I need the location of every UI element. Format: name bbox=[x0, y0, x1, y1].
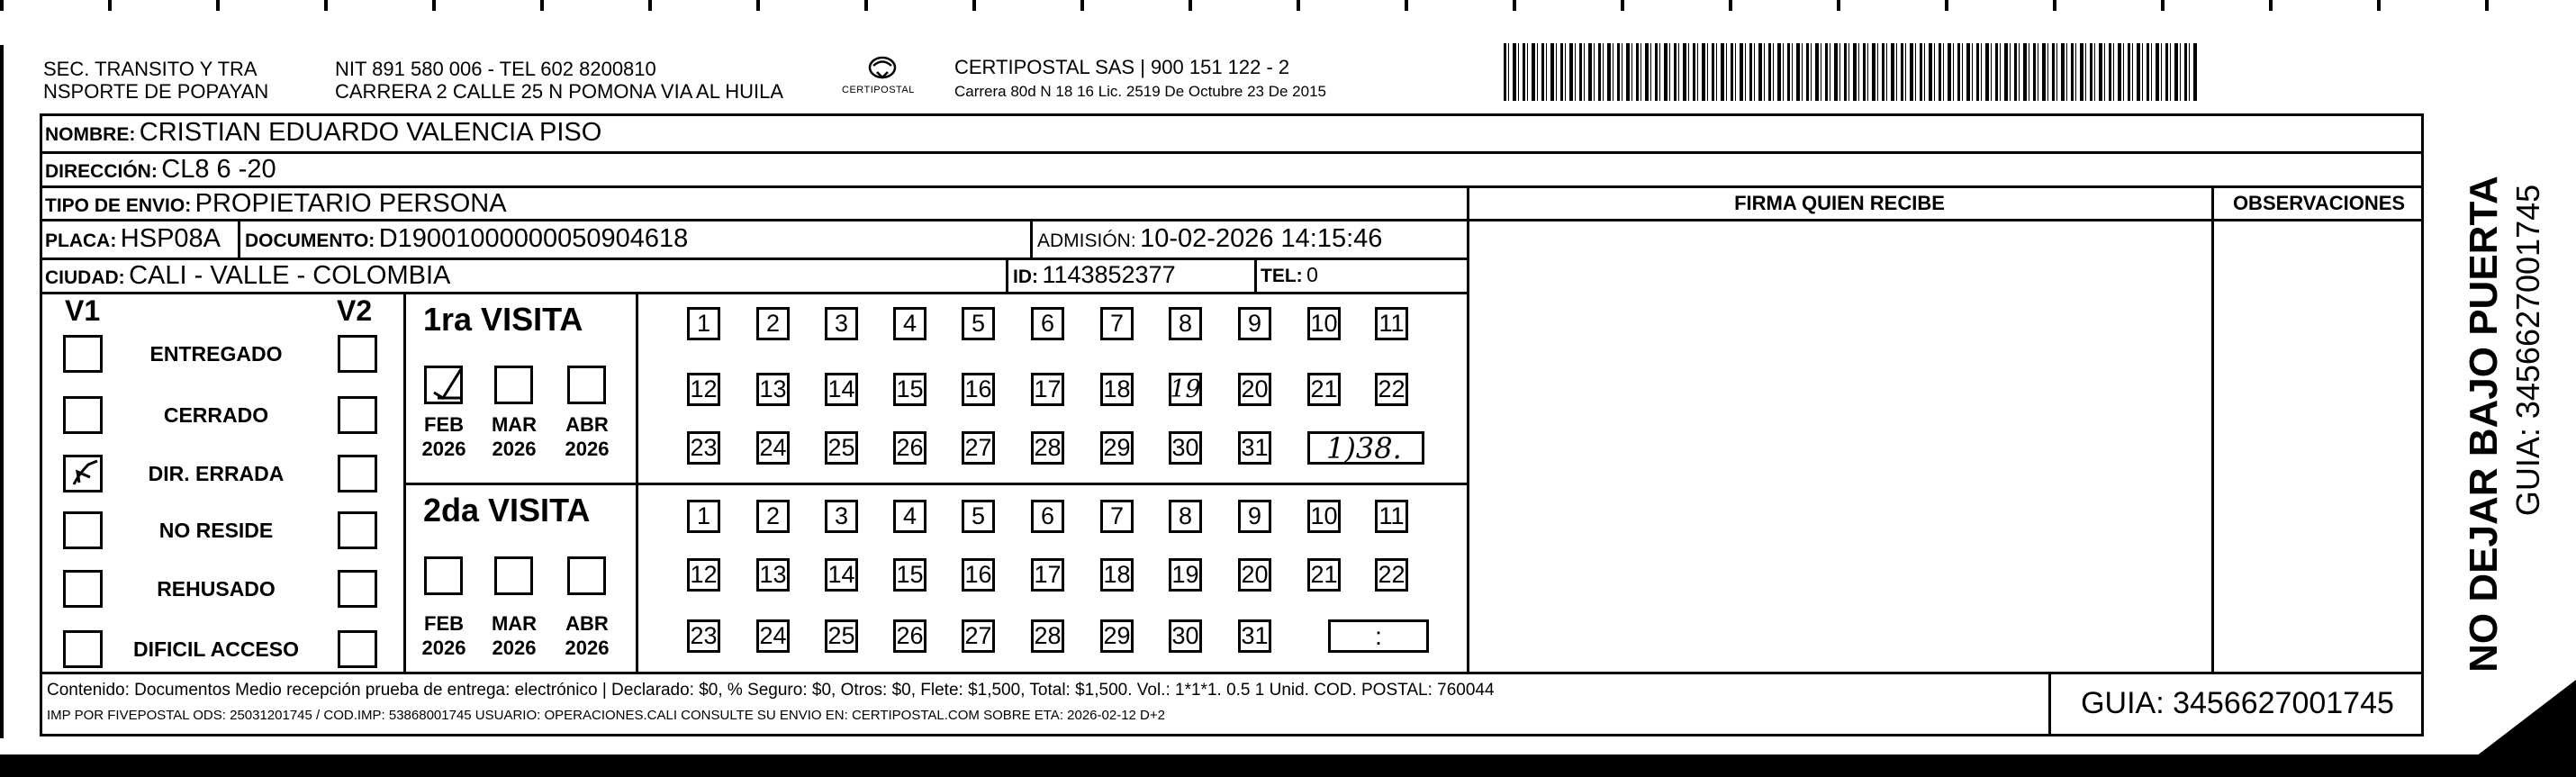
first-day-box[interactable]: 23 bbox=[687, 431, 720, 465]
v1-checkbox[interactable] bbox=[63, 511, 103, 549]
second-day-box[interactable]: 9 bbox=[1238, 500, 1271, 533]
placa-label: PLACA: bbox=[45, 230, 117, 251]
first-day-box[interactable]: 4 bbox=[893, 307, 926, 340]
second-day-box[interactable]: 19 bbox=[1169, 558, 1202, 592]
v1-checkbox[interactable] bbox=[63, 630, 103, 668]
first-day-box[interactable]: 5 bbox=[962, 307, 995, 340]
second-day-box[interactable]: 5 bbox=[962, 500, 995, 533]
second-day-box[interactable]: 21 bbox=[1307, 558, 1341, 592]
second-day-box[interactable]: 18 bbox=[1100, 558, 1134, 592]
guia-box: GUIA: 3456627001745 bbox=[2081, 686, 2394, 720]
rule-v-id bbox=[1006, 257, 1008, 292]
carrier-address: Carrera 80d N 18 16 Lic. 2519 De Octubre 23 De 2015 bbox=[954, 83, 1326, 100]
status-label: CERRADO bbox=[163, 403, 269, 427]
first-day-box[interactable]: 25 bbox=[825, 431, 858, 465]
second-day-box[interactable]: 8 bbox=[1169, 500, 1202, 533]
admision-value: 10-02-2026 14:15:46 bbox=[1140, 224, 1383, 253]
tel-row bbox=[1261, 263, 1318, 287]
v1-checkbox[interactable] bbox=[63, 335, 103, 373]
footer-print-line: IMP POR FIVEPOSTAL ODS: 25031201745 / COD.IMP: 53868001745 USUARIO: OPERACIONES.CALI CONSULTE SU ENVIO EN: CERTIPOSTAL.COM SOBRE ETA: 2026-02-12 D+2 bbox=[47, 708, 1165, 723]
direccion-row bbox=[45, 155, 276, 185]
rule-h5 bbox=[40, 292, 1467, 294]
first-month-year: 2026 bbox=[565, 438, 610, 460]
agency-line1: SEC. TRANSITO Y TRA bbox=[43, 58, 258, 80]
v2-header: V2 bbox=[337, 294, 373, 327]
perforation-top bbox=[0, 0, 2576, 11]
rule-v-guia bbox=[2048, 672, 2051, 736]
second-day-box[interactable]: 3 bbox=[825, 500, 858, 533]
logo-text: CERTIPOSTAL bbox=[842, 85, 915, 95]
nombre-label: NOMBRE: bbox=[45, 124, 136, 145]
rule-h3 bbox=[40, 219, 1467, 221]
tel-label: TEL: bbox=[1261, 266, 1303, 286]
first-day-box[interactable]: 10 bbox=[1307, 307, 1341, 340]
no-dejar-warning: NO DEJAR BAJO PUERTA bbox=[2462, 176, 2506, 673]
first-day-box[interactable]: 13 bbox=[756, 373, 790, 406]
second-day-box[interactable]: 23 bbox=[687, 619, 720, 653]
left-edge bbox=[0, 45, 4, 738]
first-day-box[interactable]: 21 bbox=[1307, 373, 1341, 406]
ciudad-label: CIUDAD: bbox=[45, 267, 125, 288]
rule-h-visits bbox=[403, 483, 1467, 485]
rule-v-admision bbox=[1030, 219, 1033, 257]
rule-h2 bbox=[40, 185, 2424, 188]
v2-checkbox[interactable] bbox=[338, 570, 377, 608]
second-day-box[interactable]: 24 bbox=[756, 619, 790, 653]
second-day-box[interactable]: 13 bbox=[756, 558, 790, 592]
rule-v-placa bbox=[238, 219, 240, 257]
status-label: NO RESIDE bbox=[158, 519, 274, 542]
first-day-box[interactable]: 2 bbox=[756, 307, 790, 340]
first-day-box[interactable]: 26 bbox=[893, 431, 926, 465]
first-day-box[interactable]: 11 bbox=[1375, 307, 1408, 340]
first-month-label: FEB bbox=[424, 413, 464, 436]
second-month-year: 2026 bbox=[492, 637, 537, 659]
direccion-value: CL8 6 -20 bbox=[161, 155, 276, 184]
first-day-box[interactable]: 31 bbox=[1238, 431, 1271, 465]
ciudad-row bbox=[45, 261, 450, 291]
second-day-box[interactable]: 6 bbox=[1031, 500, 1064, 533]
second-day-box[interactable]: 4 bbox=[893, 500, 926, 533]
first-day-box[interactable]: 3 bbox=[825, 307, 858, 340]
ciudad-value: CALI - VALLE - COLOMBIA bbox=[129, 261, 451, 290]
certipostal-logo bbox=[842, 54, 923, 108]
v2-checkbox[interactable] bbox=[338, 335, 377, 373]
first-day-box[interactable]: 18 bbox=[1100, 373, 1134, 406]
rule-v-months bbox=[636, 292, 638, 672]
barcode bbox=[1504, 43, 2197, 101]
placa-value: HSP08A bbox=[120, 224, 221, 253]
first-visit-title: 1ra VISITA bbox=[423, 301, 583, 338]
v1-header: V1 bbox=[65, 294, 101, 327]
first-day-box[interactable]: 28 bbox=[1031, 431, 1064, 465]
first-day-box[interactable]: 12 bbox=[687, 373, 720, 406]
rule-v-obs bbox=[2211, 185, 2214, 672]
second-day-box[interactable]: 11 bbox=[1375, 500, 1408, 533]
second-day-box[interactable]: 28 bbox=[1031, 619, 1064, 653]
second-day-box[interactable]: 14 bbox=[825, 558, 858, 592]
first-day-box[interactable]: 14 bbox=[825, 373, 858, 406]
admision-row bbox=[1037, 224, 1382, 254]
first-day-box[interactable]: 30 bbox=[1169, 431, 1202, 465]
admision-label: ADMISIÓN: bbox=[1037, 230, 1136, 251]
first-month-year: 2026 bbox=[421, 438, 466, 460]
first-day-box[interactable]: 15 bbox=[893, 373, 926, 406]
second-day-box[interactable]: 17 bbox=[1031, 558, 1064, 592]
status-label: DIFICIL ACCESO bbox=[132, 637, 299, 661]
documento-value: D19001000000050904618 bbox=[378, 224, 689, 253]
second-day-box[interactable]: 22 bbox=[1375, 558, 1408, 592]
v2-checkbox[interactable] bbox=[338, 511, 377, 549]
v2-checkbox[interactable] bbox=[338, 455, 377, 492]
second-day-box[interactable]: 26 bbox=[893, 619, 926, 653]
first-month-label: MAR bbox=[491, 413, 538, 436]
first-day-box[interactable]: 6 bbox=[1031, 307, 1064, 340]
tipo-value: PROPIETARIO PERSONA bbox=[194, 189, 507, 218]
address-line: CARRERA 2 CALLE 25 N POMONA VIA AL HUILA bbox=[335, 80, 784, 103]
rule-h1 bbox=[40, 151, 2424, 154]
first-day-box[interactable]: 16 bbox=[962, 373, 995, 406]
direccion-label: DIRECCIÓN: bbox=[45, 161, 158, 182]
documento-row bbox=[245, 224, 688, 254]
second-month-box[interactable] bbox=[424, 556, 463, 595]
status-label: ENTREGADO bbox=[149, 342, 283, 366]
documento-label: DOCUMENTO: bbox=[245, 230, 375, 251]
rule-v-firma bbox=[1467, 185, 1469, 672]
second-day-box[interactable]: 30 bbox=[1169, 619, 1202, 653]
id-label: ID: bbox=[1013, 267, 1038, 287]
first-month-label: ABR bbox=[565, 413, 609, 436]
rule-v-tel bbox=[1254, 257, 1257, 292]
observaciones-header: OBSERVACIONES bbox=[2232, 192, 2406, 214]
first-day-box[interactable]: 8 bbox=[1169, 307, 1202, 340]
first-day-box[interactable]: 29 bbox=[1100, 431, 1134, 465]
second-day-box[interactable]: 1 bbox=[687, 500, 720, 533]
first-month-year: 2026 bbox=[492, 438, 537, 460]
rule-h3b bbox=[1467, 219, 2424, 221]
second-day-box[interactable]: 7 bbox=[1100, 500, 1134, 533]
side-guia: GUIA: 3456627001745 bbox=[2509, 184, 2546, 517]
first-day-box[interactable]: 19 bbox=[1169, 373, 1202, 406]
second-day-box[interactable]: 20 bbox=[1238, 558, 1271, 592]
first-time-box[interactable]: 1)38. bbox=[1307, 431, 1424, 465]
second-month-year: 2026 bbox=[565, 637, 610, 659]
rule-v-status bbox=[403, 292, 406, 672]
second-month-box[interactable] bbox=[567, 556, 606, 595]
id-row bbox=[1013, 261, 1176, 289]
v2-checkbox[interactable] bbox=[338, 396, 377, 434]
nombre-row bbox=[45, 118, 601, 148]
first-day-box[interactable]: 17 bbox=[1031, 373, 1064, 406]
second-day-box[interactable]: 25 bbox=[825, 619, 858, 653]
second-day-box[interactable]: 10 bbox=[1307, 500, 1341, 533]
status-label: REHUSADO bbox=[157, 577, 276, 601]
second-month-box[interactable] bbox=[494, 556, 533, 595]
second-day-box[interactable]: 2 bbox=[756, 500, 790, 533]
second-day-box[interactable]: 15 bbox=[893, 558, 926, 592]
rule-footer bbox=[40, 672, 2424, 674]
second-day-box[interactable]: 27 bbox=[962, 619, 995, 653]
placa-row bbox=[45, 224, 221, 254]
nombre-value: CRISTIAN EDUARDO VALENCIA PISO bbox=[139, 118, 602, 147]
second-time-box[interactable]: : bbox=[1328, 619, 1429, 653]
tipo-label: TIPO DE ENVIO: bbox=[45, 195, 192, 216]
first-day-box[interactable]: 22 bbox=[1375, 373, 1408, 406]
first-day-box[interactable]: 27 bbox=[962, 431, 995, 465]
v1-check-mark bbox=[70, 457, 103, 494]
second-day-box[interactable]: 31 bbox=[1238, 619, 1271, 653]
firma-header: FIRMA QUIEN RECIBE bbox=[1734, 192, 1945, 214]
second-month-label: MAR bbox=[491, 612, 538, 635]
carrier-name: CERTIPOSTAL SAS | 900 151 122 - 2 bbox=[954, 56, 1290, 78]
second-month-label: ABR bbox=[565, 612, 609, 635]
first-day-box[interactable]: 9 bbox=[1238, 307, 1271, 340]
second-day-box[interactable]: 16 bbox=[962, 558, 995, 592]
status-label: DIR. ERRADA bbox=[148, 462, 285, 485]
agency-line2: NSPORTE DE POPAYAN bbox=[43, 80, 269, 103]
first-month-box[interactable] bbox=[567, 366, 606, 404]
first-month-box[interactable] bbox=[494, 366, 533, 404]
bottom-bar bbox=[0, 754, 2576, 777]
v1-checkbox[interactable] bbox=[63, 396, 103, 434]
second-visit-title: 2da VISITA bbox=[423, 492, 591, 529]
tipo-row bbox=[45, 189, 507, 219]
first-day-box[interactable]: 1 bbox=[687, 307, 720, 340]
tel-value: 0 bbox=[1306, 263, 1318, 286]
nit-line: NIT 891 580 006 - TEL 602 8200810 bbox=[335, 58, 656, 80]
second-month-year: 2026 bbox=[421, 637, 466, 659]
second-day-box[interactable]: 29 bbox=[1100, 619, 1134, 653]
id-value: 1143852377 bbox=[1042, 261, 1176, 288]
first-day-box[interactable]: 7 bbox=[1100, 307, 1134, 340]
first-day-box[interactable]: 24 bbox=[756, 431, 790, 465]
footer-content-line: Contenido: Documentos Medio recepción prueba de entrega: electrónico | Declarado: $0, % Seguro: $0, Otros: $0, Flete: $1,500, Total: $1,500. Vol.: 1*1*1. 0.5 1 Unid. COD. POSTAL: 760044 bbox=[47, 681, 1495, 700]
first-day-box[interactable]: 20 bbox=[1238, 373, 1271, 406]
v1-checkbox[interactable] bbox=[63, 570, 103, 608]
feb-check-mark bbox=[430, 366, 466, 406]
rule-h4 bbox=[40, 257, 1467, 260]
second-month-label: FEB bbox=[424, 612, 464, 635]
v2-checkbox[interactable] bbox=[338, 630, 377, 668]
second-day-box[interactable]: 12 bbox=[687, 558, 720, 592]
corner-triangle bbox=[2476, 680, 2576, 761]
